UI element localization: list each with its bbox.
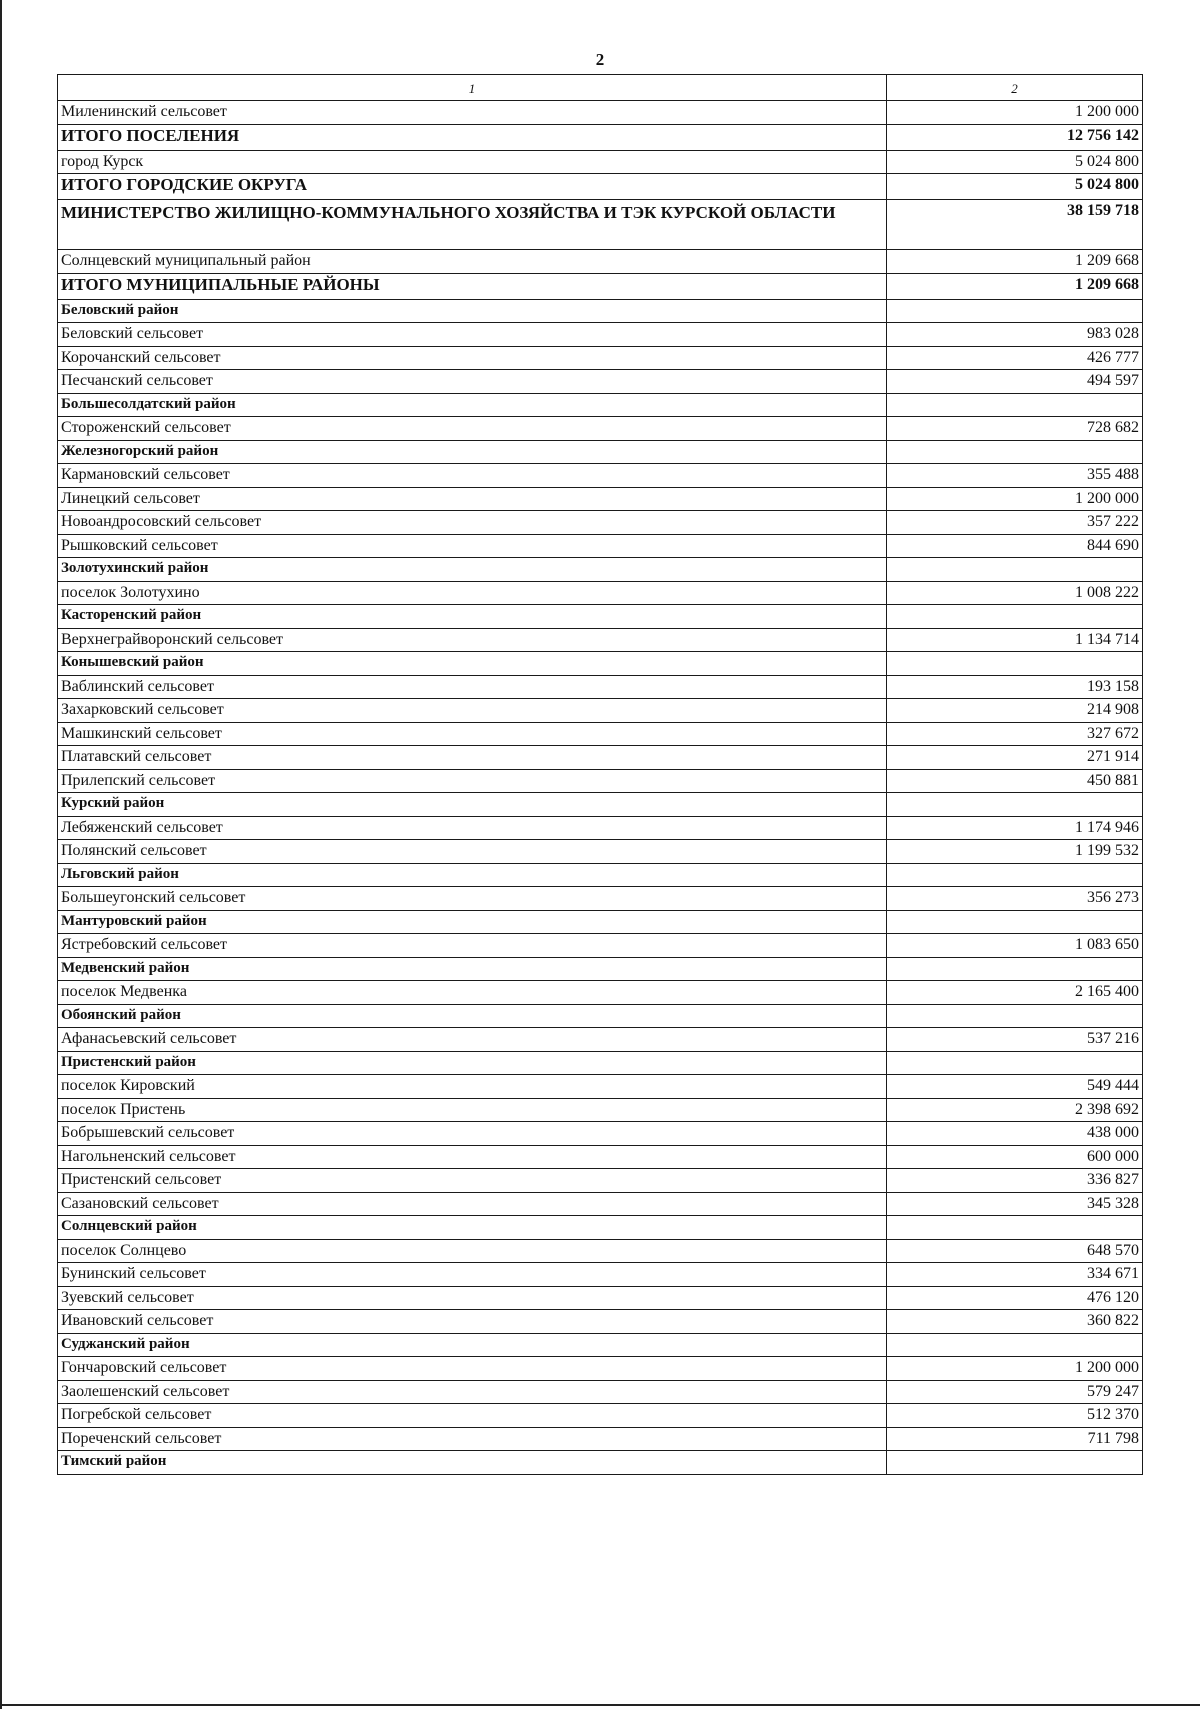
row-name-cell: Сазановский сельсовет [58, 1192, 887, 1216]
district-header-row [58, 793, 1143, 817]
row-amount-cell [887, 1216, 1143, 1240]
row-amount-cell: 494 597 [887, 370, 1143, 394]
allocation-table [57, 74, 1143, 1475]
table-row [58, 101, 1143, 125]
row-name-cell: Бобрышевский сельсовет [58, 1122, 887, 1146]
row-amount-cell: 2 398 692 [887, 1098, 1143, 1122]
row-amount-cell [887, 793, 1143, 817]
row-name-cell: Ваблинский сельсовет [58, 675, 887, 699]
table-row [58, 250, 1143, 274]
row-amount-cell: 844 690 [887, 534, 1143, 558]
row-amount-cell [887, 957, 1143, 981]
row-name-cell: Лебяженский сельсовет [58, 816, 887, 840]
row-name-cell: Гончаровский сельсовет [58, 1357, 887, 1381]
row-amount-cell: 983 028 [887, 323, 1143, 347]
row-amount-cell: 1 008 222 [887, 581, 1143, 605]
table-row [58, 346, 1143, 370]
row-amount-cell: 1 200 000 [887, 101, 1143, 125]
row-amount-cell: 600 000 [887, 1145, 1143, 1169]
table-row [58, 1169, 1143, 1193]
table-row [58, 746, 1143, 770]
district-header-row [58, 299, 1143, 323]
row-amount-cell: 357 222 [887, 511, 1143, 535]
row-amount-cell: 2 165 400 [887, 981, 1143, 1005]
row-amount-cell: 356 273 [887, 887, 1143, 911]
table-row [58, 1028, 1143, 1052]
table-row [58, 370, 1143, 394]
table-row [58, 675, 1143, 699]
row-name-cell: Афанасьевский сельсовет [58, 1028, 887, 1052]
row-name-cell: Беловский сельсовет [58, 323, 887, 347]
row-amount-cell [887, 652, 1143, 676]
row-amount-cell: 355 488 [887, 464, 1143, 488]
row-name-cell: Ивановский сельсовет [58, 1310, 887, 1334]
table-row [58, 1380, 1143, 1404]
row-name-cell: поселок Золотухино [58, 581, 887, 605]
row-amount-cell: 1 209 668 [887, 273, 1143, 299]
row-amount-cell: 1 199 532 [887, 840, 1143, 864]
table-row [58, 511, 1143, 535]
table-row [58, 887, 1143, 911]
table-body [58, 101, 1143, 1475]
row-amount-cell: 336 827 [887, 1169, 1143, 1193]
table-row [58, 981, 1143, 1005]
table-row [58, 1145, 1143, 1169]
row-amount-cell [887, 558, 1143, 582]
row-name-cell: Беловский район [58, 299, 887, 323]
row-name-cell: Пристенский район [58, 1051, 887, 1075]
district-header-row [58, 652, 1143, 676]
row-name-cell: Бунинский сельсовет [58, 1263, 887, 1287]
row-name-cell: поселок Кировский [58, 1075, 887, 1099]
row-amount-cell: 1 209 668 [887, 250, 1143, 274]
row-amount-cell: 512 370 [887, 1404, 1143, 1428]
row-amount-cell [887, 393, 1143, 417]
district-header-row [58, 1216, 1143, 1240]
row-name-cell: Большеугонский сельсовет [58, 887, 887, 911]
row-name-cell: Нагольненский сельсовет [58, 1145, 887, 1169]
row-name-cell: Зуевский сельсовет [58, 1286, 887, 1310]
table-row [58, 1098, 1143, 1122]
row-name-cell: Курский район [58, 793, 887, 817]
table-row [58, 1192, 1143, 1216]
table-row [58, 464, 1143, 488]
row-name-cell: Ястребовский сельсовет [58, 934, 887, 958]
row-name-cell: Прилепский сельсовет [58, 769, 887, 793]
page-number: 2 [595, 50, 605, 69]
row-name-cell: ИТОГО МУНИЦИПАЛЬНЫЕ РАЙОНЫ [58, 273, 887, 299]
table-row [58, 417, 1143, 441]
table-row [58, 534, 1143, 558]
row-name-cell: Железногорский район [58, 440, 887, 464]
row-name-cell: Обоянский район [58, 1004, 887, 1028]
table-row [58, 628, 1143, 652]
row-name-cell: ИТОГО ПОСЕЛЕНИЯ [58, 124, 887, 150]
row-amount-cell: 5 024 800 [887, 174, 1143, 200]
total-row [58, 174, 1143, 200]
row-name-cell: Золотухинский район [58, 558, 887, 582]
row-amount-cell [887, 1451, 1143, 1475]
row-name-cell: Песчанский сельсовет [58, 370, 887, 394]
table-row [58, 1263, 1143, 1287]
row-name-cell: Большесолдатский район [58, 393, 887, 417]
district-header-row [58, 1333, 1143, 1357]
row-name-cell: Мантуровский район [58, 910, 887, 934]
district-header-row [58, 1051, 1143, 1075]
table-row [58, 699, 1143, 723]
row-name-cell: МИНИСТЕРСТВО ЖИЛИЩНО-КОММУНАЛЬНОГО ХОЗЯЙСТВА И ТЭК КУРСКОЙ ОБЛАСТИ [58, 200, 887, 250]
table-header-row [58, 75, 1143, 101]
row-amount-cell: 450 881 [887, 769, 1143, 793]
row-amount-cell [887, 1004, 1143, 1028]
row-name-cell: Медвенский район [58, 957, 887, 981]
total-row [58, 273, 1143, 299]
row-name-cell: Погребской сельсовет [58, 1404, 887, 1428]
row-amount-cell: 1 200 000 [887, 1357, 1143, 1381]
row-name-cell: ИТОГО ГОРОДСКИЕ ОКРУГА [58, 174, 887, 200]
table-row [58, 1357, 1143, 1381]
row-amount-cell: 728 682 [887, 417, 1143, 441]
row-amount-cell: 214 908 [887, 699, 1143, 723]
row-name-cell: поселок Солнцево [58, 1239, 887, 1263]
ministry-row [58, 200, 1143, 250]
table-row [58, 1404, 1143, 1428]
district-header-row [58, 605, 1143, 629]
scan-edge-left [0, 0, 2, 1709]
table-row [58, 1239, 1143, 1263]
row-amount-cell: 1 200 000 [887, 487, 1143, 511]
row-amount-cell [887, 863, 1143, 887]
row-name-cell: Полянский сельсовет [58, 840, 887, 864]
table-row [58, 323, 1143, 347]
table-row [58, 1075, 1143, 1099]
district-header-row [58, 558, 1143, 582]
row-name-cell: Пореченский сельсовет [58, 1427, 887, 1451]
row-amount-cell: 360 822 [887, 1310, 1143, 1334]
row-amount-cell: 648 570 [887, 1239, 1143, 1263]
row-name-cell: Пристенский сельсовет [58, 1169, 887, 1193]
row-amount-cell: 12 756 142 [887, 124, 1143, 150]
row-name-cell: Линецкий сельсовет [58, 487, 887, 511]
row-name-cell: Захарковский сельсовет [58, 699, 887, 723]
table-row [58, 1310, 1143, 1334]
row-amount-cell: 38 159 718 [887, 200, 1143, 250]
table-row [58, 816, 1143, 840]
row-name-cell: Миленинский сельсовет [58, 101, 887, 125]
row-amount-cell [887, 1051, 1143, 1075]
row-amount-cell: 579 247 [887, 1380, 1143, 1404]
district-header-row [58, 863, 1143, 887]
table-row [58, 934, 1143, 958]
table-row [58, 1286, 1143, 1310]
row-amount-cell: 5 024 800 [887, 150, 1143, 174]
table-row [58, 769, 1143, 793]
row-amount-cell: 345 328 [887, 1192, 1143, 1216]
district-header-row [58, 957, 1143, 981]
scan-edge-bottom [0, 1704, 1200, 1706]
column-header-1: 1 [58, 75, 887, 101]
table-row [58, 581, 1143, 605]
row-name-cell: поселок Пристень [58, 1098, 887, 1122]
row-name-cell: Конышевский район [58, 652, 887, 676]
row-amount-cell: 1 083 650 [887, 934, 1143, 958]
row-name-cell: Заолешенский сельсовет [58, 1380, 887, 1404]
table-row [58, 1427, 1143, 1451]
row-name-cell: поселок Медвенка [58, 981, 887, 1005]
district-header-row [58, 1451, 1143, 1475]
row-amount-cell: 537 216 [887, 1028, 1143, 1052]
row-name-cell: Суджанский район [58, 1333, 887, 1357]
row-name-cell: город Курск [58, 150, 887, 174]
row-amount-cell: 1 134 714 [887, 628, 1143, 652]
column-header-2: 2 [887, 75, 1143, 101]
row-amount-cell: 193 158 [887, 675, 1143, 699]
table-row [58, 722, 1143, 746]
row-name-cell: Тимский район [58, 1451, 887, 1475]
row-name-cell: Солнцевский район [58, 1216, 887, 1240]
row-name-cell: Стороженский сельсовет [58, 417, 887, 441]
row-amount-cell [887, 605, 1143, 629]
table-row [58, 487, 1143, 511]
total-row [58, 124, 1143, 150]
row-name-cell: Рышковский сельсовет [58, 534, 887, 558]
row-name-cell: Касторенский район [58, 605, 887, 629]
table-row [58, 150, 1143, 174]
row-amount-cell: 549 444 [887, 1075, 1143, 1099]
row-name-cell: Солнцевский муниципальный район [58, 250, 887, 274]
row-name-cell: Новоандросовский сельсовет [58, 511, 887, 535]
row-amount-cell: 438 000 [887, 1122, 1143, 1146]
district-header-row [58, 1004, 1143, 1028]
row-name-cell: Платавский сельсовет [58, 746, 887, 770]
row-name-cell: Машкинский сельсовет [58, 722, 887, 746]
row-amount-cell [887, 299, 1143, 323]
row-amount-cell [887, 440, 1143, 464]
district-header-row [58, 440, 1143, 464]
district-header-row [58, 393, 1143, 417]
row-amount-cell: 426 777 [887, 346, 1143, 370]
row-amount-cell: 334 671 [887, 1263, 1143, 1287]
row-amount-cell: 327 672 [887, 722, 1143, 746]
row-amount-cell [887, 910, 1143, 934]
row-amount-cell: 271 914 [887, 746, 1143, 770]
row-name-cell: Льговский район [58, 863, 887, 887]
row-amount-cell [887, 1333, 1143, 1357]
row-name-cell: Верхнеграйворонский сельсовет [58, 628, 887, 652]
row-amount-cell: 476 120 [887, 1286, 1143, 1310]
row-name-cell: Кармановский сельсовет [58, 464, 887, 488]
row-amount-cell: 711 798 [887, 1427, 1143, 1451]
table-row [58, 840, 1143, 864]
district-header-row [58, 910, 1143, 934]
row-amount-cell: 1 174 946 [887, 816, 1143, 840]
table-row [58, 1122, 1143, 1146]
row-name-cell: Корочанский сельсовет [58, 346, 887, 370]
